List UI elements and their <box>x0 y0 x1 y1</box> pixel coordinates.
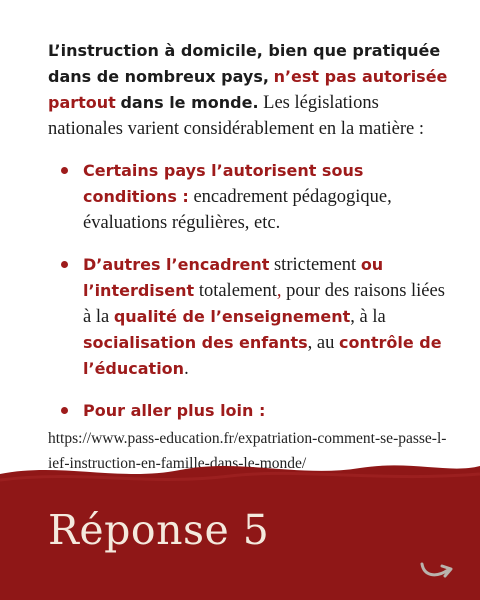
bullet-dot-icon <box>61 407 68 414</box>
bullet-2-highlight-3: socialisation des enfants <box>83 333 308 352</box>
bullet-item-interdiction <box>48 252 450 382</box>
bullet-1-text: encadrement pédagogique, évaluations régulières, etc. <box>83 187 392 233</box>
bullet-item-more <box>48 398 450 424</box>
answer-footer <box>0 460 480 600</box>
bullet-2-text-3: pour des raisons liées à la <box>83 281 445 327</box>
bullet-2-text-2: totalement <box>198 281 277 301</box>
bullet-2-heading: D’autres l’encadrent <box>83 255 270 274</box>
bullet-item-conditions <box>48 158 450 236</box>
bullet-2-highlight-2: qualité de l’enseignement <box>113 307 351 326</box>
bullet-2-text-1: strictement <box>273 255 357 275</box>
intro-paragraph <box>48 38 450 142</box>
main-content <box>48 38 450 476</box>
bullet-dot-icon <box>61 167 68 174</box>
answer-title: Réponse 5 <box>48 506 270 554</box>
bullet-2-comma: , <box>276 281 282 301</box>
resource-link[interactable]: https://www.pass-education.fr/expatriation-comment-se-passe-l-ief-instruction-en-famille-dans-le-monde/ <box>48 430 447 472</box>
intro-bold-2: dans le monde. <box>120 93 259 112</box>
intro-text: Les législations nationales varient considérablement en la matière : <box>48 93 425 139</box>
bullet-2-highlight-4: contrôle de l’éducation <box>83 333 442 378</box>
intro-highlight: n’est pas autorisée partout <box>48 67 448 112</box>
bullet-3-heading: Pour aller plus loin : <box>83 401 266 420</box>
bullet-2-highlight-1: ou l’interdisent <box>83 255 384 300</box>
bullet-2-text-5: , au <box>307 333 335 353</box>
bullet-dot-icon <box>61 261 68 268</box>
bullet-2-text-6: . <box>184 359 189 379</box>
curved-arrow-icon[interactable] <box>418 558 458 582</box>
bullet-1-heading: Certains pays l’autorisent sous conditions : <box>83 161 364 206</box>
bullet-list <box>48 158 450 424</box>
intro-bold-1: L’instruction à domicile, bien que pratiquée dans de nombreux pays, <box>48 41 441 86</box>
bullet-2-text-4: , à la <box>350 307 386 327</box>
